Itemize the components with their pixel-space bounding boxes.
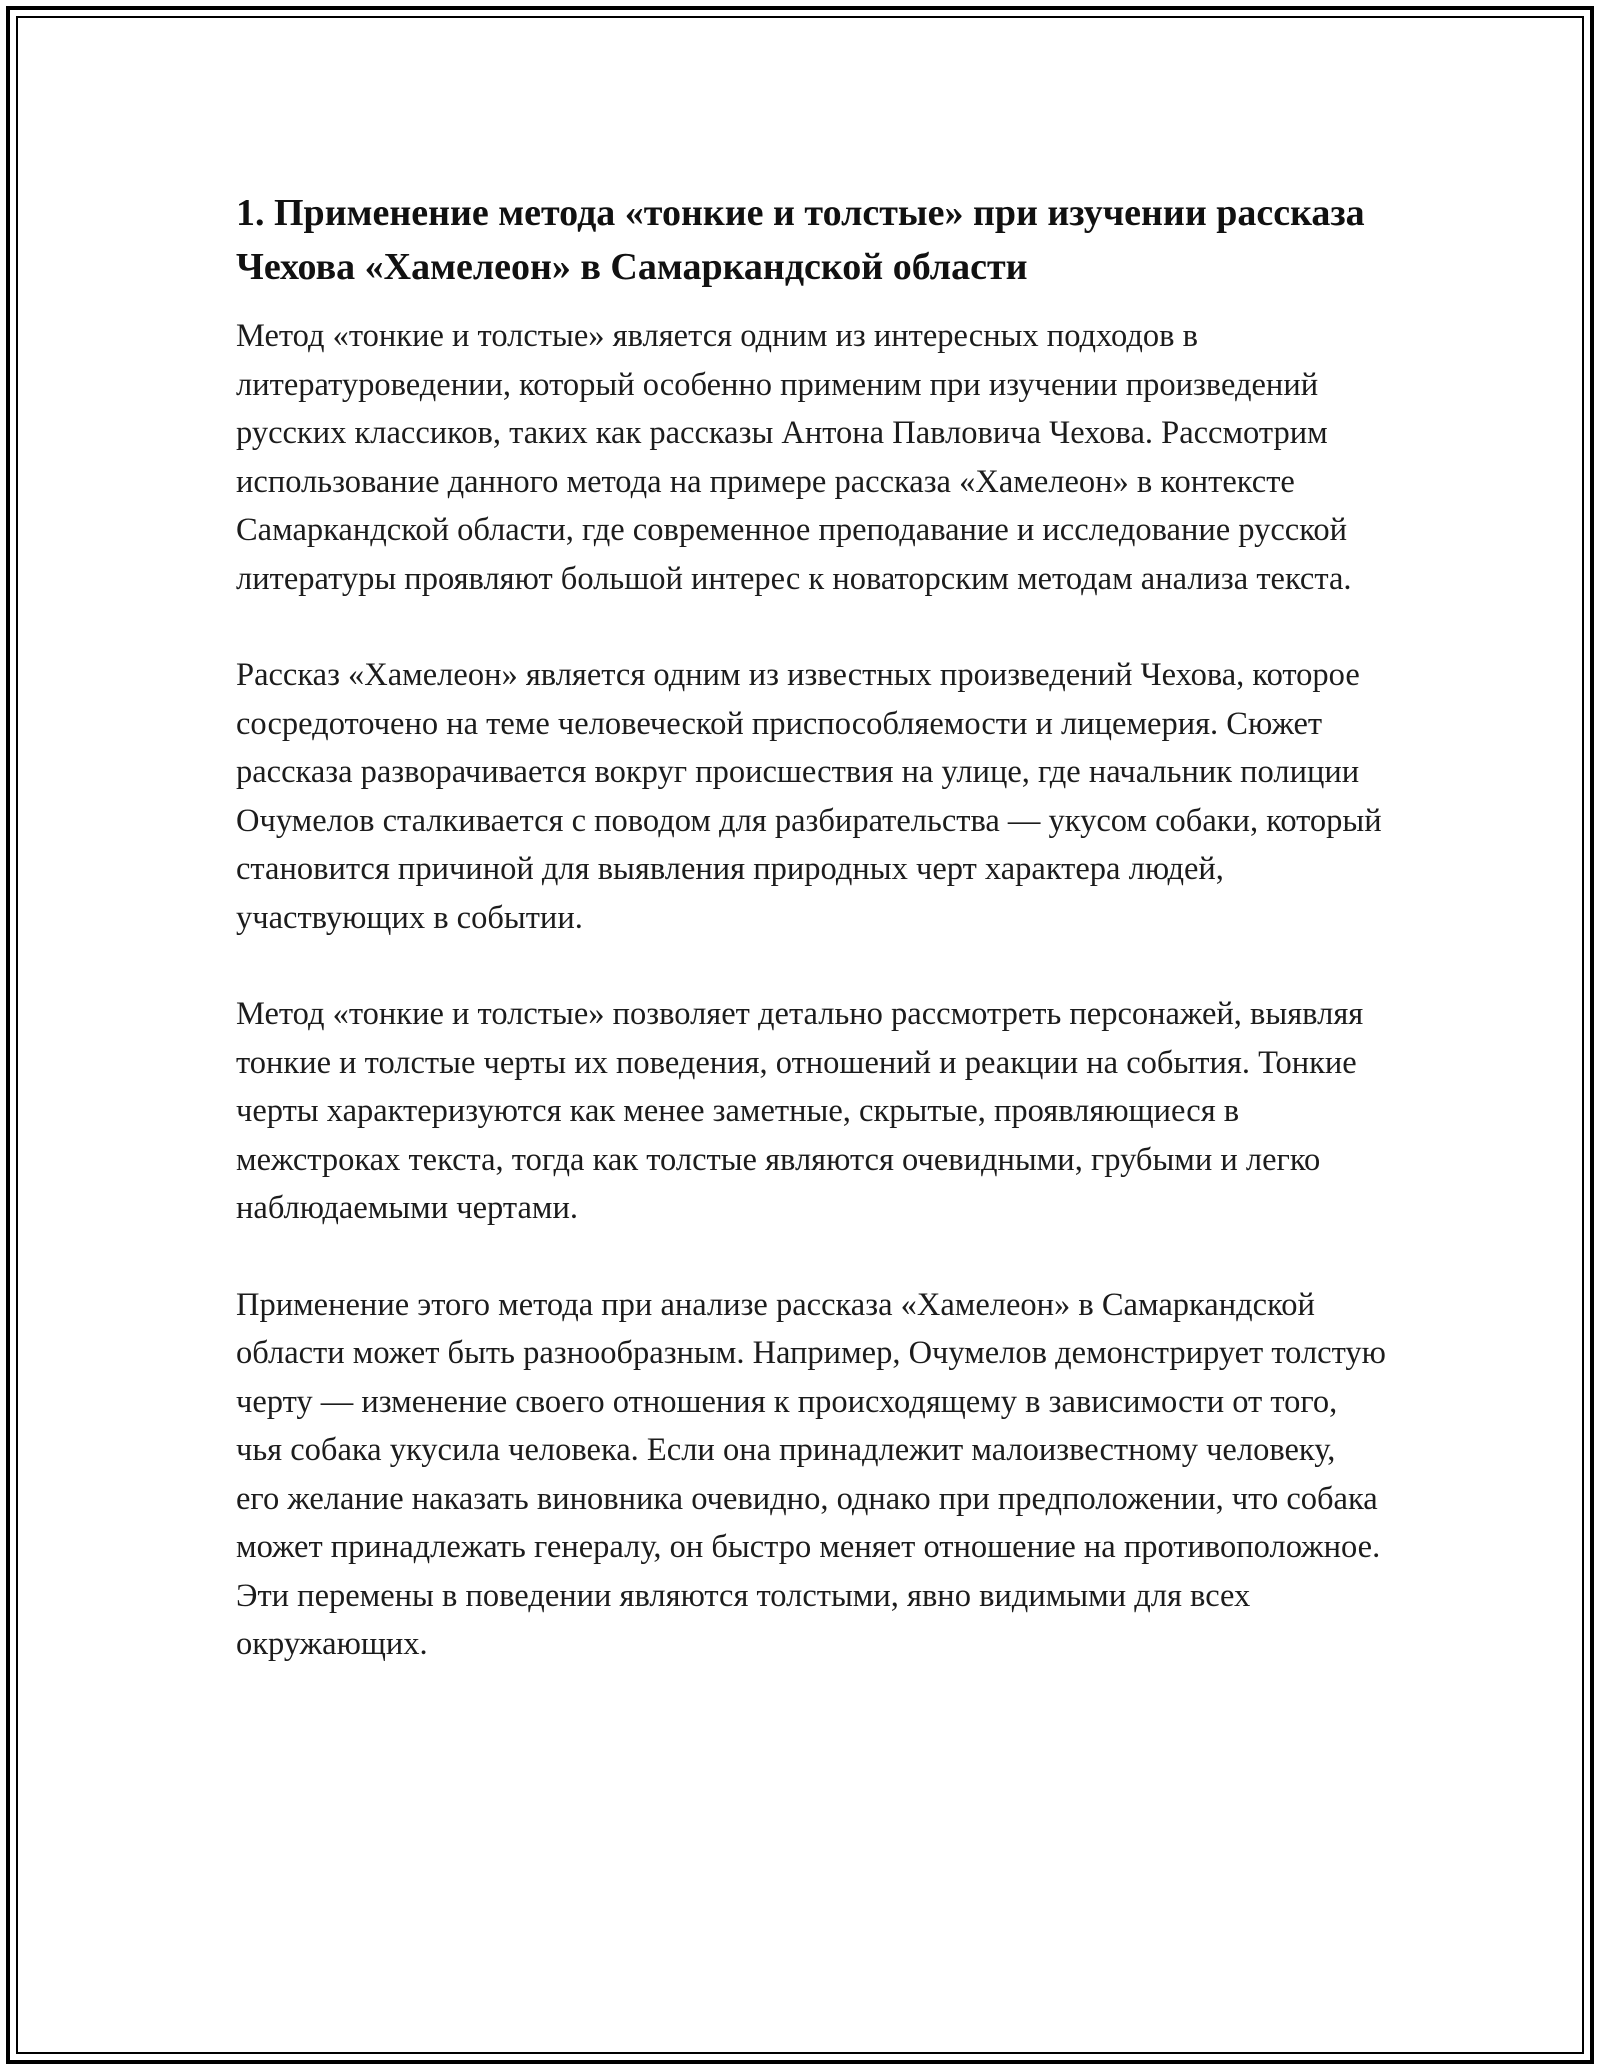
paragraph-3: Метод «тонкие и толстые» позволяет детально рассмотреть персонажей, выявляя тонкие и толстые черты их поведения, отношений и реакции на события. Тонкие черты характеризуются как менее заметные, скрытые, проявляющиеся в межстроках текста, тогда как толстые являются очевидными, грубыми и легко наблюдаемыми чертами. [236, 996, 1364, 1226]
paragraph-2: Рассказ «Хамелеон» является одним из известных произведений Чехова, которое сосредоточено на теме человеческой приспособляемости и лицемерия. Сюжет рассказа разворачивается вокруг происшествия на улице, где начальник полиции Очумелов сталкивается с поводом для разбирательства — укусом собаки, который становится причиной для выявления природных черт характера людей, участвующих в событии. [236, 657, 1382, 936]
section-heading: 1. Применение метода «тонкие и толстые» при изучении рассказа Чехова «Хамелеон» в Самаркандской области [236, 192, 1365, 288]
paragraph-1: Метод «тонкие и толстые» является одним из интересных подходов в литературоведении, который особенно применим при изучении произведений русских классиков, таких как рассказы Антона Павловича Чехова. Рассмотрим использование данного метода на примере рассказа «Хамелеон» в контексте Самаркандской области, где современное преподавание и исследование русской литературы проявляют большой интерес к новаторским методам анализа текста. [236, 318, 1352, 597]
paragraph-4: Применение этого метода при анализе рассказа «Хамелеон» в Самаркандской области может быть разнообразным. Например, Очумелов демонстрирует толстую черту — изменение своего отношения к происходящему в зависимости от того, чья собака укусила человека. Если она принадлежит малоизвестному человеку, его желание наказать виновника очевидно, однако при предположении, что собака может принадлежать генералу, он быстро меняет отношение на противоположное. Эти перемены в поведении являются толстыми, явно видимыми для всех окружающих. [236, 1286, 1386, 1662]
document-body [236, 186, 1386, 1717]
